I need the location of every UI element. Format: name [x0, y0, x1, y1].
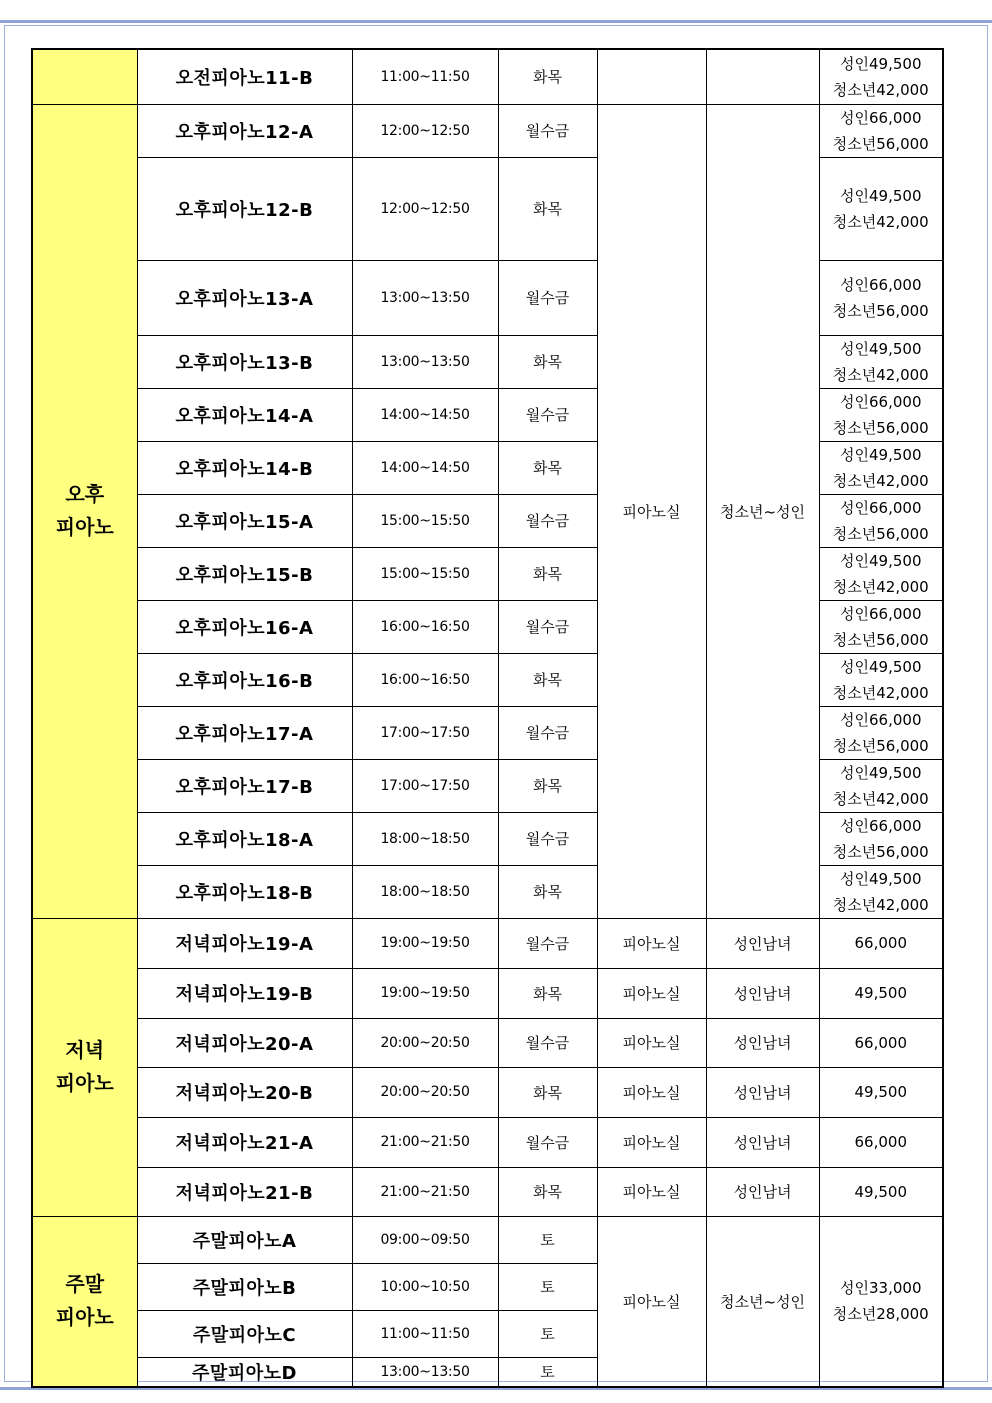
fee-youth: 청소년56,000	[832, 418, 929, 437]
class-fee	[819, 759, 943, 812]
fee-youth: 청소년56,000	[832, 842, 929, 861]
class-time: 20:00~20:50	[352, 1067, 498, 1117]
class-time: 10:00~10:50	[352, 1263, 498, 1310]
class-name: 오후피아노15-A	[137, 494, 352, 547]
class-time: 19:00~19:50	[352, 968, 498, 1018]
fee-adult: 성인66,000	[840, 816, 922, 835]
table-row	[32, 1067, 943, 1117]
class-time: 14:00~14:50	[352, 441, 498, 494]
class-time: 14:00~14:50	[352, 388, 498, 441]
class-fee	[819, 547, 943, 600]
fee-youth: 청소년42,000	[832, 365, 929, 384]
class-time: 15:00~15:50	[352, 494, 498, 547]
class-name: 오후피아노17-B	[137, 759, 352, 812]
class-time: 13:00~13:50	[352, 335, 498, 388]
target-afternoon: 청소년~성인	[706, 104, 819, 918]
target-weekend: 청소년~성인	[706, 1216, 819, 1387]
class-name: 저녁피아노21-A	[137, 1117, 352, 1167]
fee-youth: 청소년42,000	[832, 471, 929, 490]
class-days: 화목	[498, 335, 597, 388]
class-time: 17:00~17:50	[352, 759, 498, 812]
fee-youth: 청소년56,000	[832, 630, 929, 649]
fee-adult: 성인66,000	[840, 710, 922, 729]
class-name: 오후피아노14-B	[137, 441, 352, 494]
class-days: 화목	[498, 441, 597, 494]
class-fee	[819, 335, 943, 388]
class-days: 토	[498, 1216, 597, 1263]
class-days: 월수금	[498, 260, 597, 335]
class-days: 월수금	[498, 1117, 597, 1167]
class-days: 화목	[498, 759, 597, 812]
class-name: 오후피아노17-A	[137, 706, 352, 759]
table-row	[32, 1167, 943, 1216]
fee-weekend	[819, 1216, 943, 1387]
class-fee	[819, 600, 943, 653]
class-fee	[819, 157, 943, 260]
class-room: 피아노실	[597, 1117, 706, 1167]
class-days: 화목	[498, 1167, 597, 1216]
fee-youth: 청소년56,000	[832, 524, 929, 543]
class-days: 화목	[498, 653, 597, 706]
class-name: 주말피아노C	[137, 1310, 352, 1357]
class-name: 오후피아노16-A	[137, 600, 352, 653]
class-fee	[819, 653, 943, 706]
fee-adult: 성인33,000	[840, 1279, 922, 1298]
class-fee: 66,000	[819, 1018, 943, 1067]
class-fee: 49,500	[819, 1067, 943, 1117]
class-time: 20:00~20:50	[352, 1018, 498, 1067]
table-row	[32, 1117, 943, 1167]
table-row	[32, 49, 943, 104]
table-row	[32, 104, 943, 157]
fee-youth: 청소년42,000	[832, 212, 929, 231]
fee-adult: 성인49,500	[840, 445, 922, 464]
fee-adult: 성인66,000	[840, 108, 922, 127]
class-room: 피아노실	[597, 1167, 706, 1216]
fee-adult: 성인66,000	[840, 498, 922, 517]
class-days: 월수금	[498, 494, 597, 547]
class-name: 오후피아노13-A	[137, 260, 352, 335]
class-target: 성인남녀	[706, 1018, 819, 1067]
fee-adult: 성인49,500	[840, 186, 922, 205]
class-room: 피아노실	[597, 918, 706, 968]
class-time: 18:00~18:50	[352, 812, 498, 865]
fee-youth: 청소년28,000	[832, 1305, 929, 1324]
class-name: 저녁피아노20-B	[137, 1067, 352, 1117]
group-cell-morning	[32, 49, 137, 104]
class-name: 오후피아노12-B	[137, 157, 352, 260]
class-target: 성인남녀	[706, 918, 819, 968]
class-name: 오후피아노12-A	[137, 104, 352, 157]
class-name: 오후피아노15-B	[137, 547, 352, 600]
class-days: 토	[498, 1357, 597, 1387]
group-label-afternoon: 오후 피아노	[32, 104, 137, 918]
class-target: 성인남녀	[706, 1067, 819, 1117]
table-row	[32, 1018, 943, 1067]
fee-adult: 성인66,000	[840, 604, 922, 623]
fee-adult: 성인49,500	[840, 551, 922, 570]
fee-youth: 청소년56,000	[832, 134, 929, 153]
class-fee	[819, 260, 943, 335]
class-time: 12:00~12:50	[352, 104, 498, 157]
class-fee	[819, 441, 943, 494]
class-time: 16:00~16:50	[352, 653, 498, 706]
class-days: 토	[498, 1310, 597, 1357]
class-days: 화목	[498, 1067, 597, 1117]
class-days: 화목	[498, 968, 597, 1018]
class-time: 21:00~21:50	[352, 1167, 498, 1216]
class-name: 저녁피아노19-B	[137, 968, 352, 1018]
class-time: 09:00~09:50	[352, 1216, 498, 1263]
fee-youth: 청소년42,000	[832, 683, 929, 702]
class-time: 11:00~11:50	[352, 49, 498, 104]
room-afternoon: 피아노실	[597, 104, 706, 918]
class-days: 화목	[498, 49, 597, 104]
fee-youth: 청소년56,000	[832, 301, 929, 320]
group-label-weekend: 주말 피아노	[32, 1216, 137, 1387]
class-days: 월수금	[498, 812, 597, 865]
fee-adult: 성인66,000	[840, 392, 922, 411]
piano-schedule-table	[31, 48, 944, 1388]
table-row	[32, 968, 943, 1018]
class-time: 15:00~15:50	[352, 547, 498, 600]
class-fee: 66,000	[819, 918, 943, 968]
class-fee	[819, 494, 943, 547]
group-label-evening: 저녁 피아노	[32, 918, 137, 1216]
class-time: 12:00~12:50	[352, 157, 498, 260]
table-row	[32, 1216, 943, 1263]
fee-adult: 성인49,500	[840, 869, 922, 888]
class-room: 피아노실	[597, 968, 706, 1018]
class-fee	[819, 388, 943, 441]
fee-youth: 청소년42,000	[832, 577, 929, 596]
class-target: 성인남녀	[706, 1167, 819, 1216]
class-days: 화목	[498, 157, 597, 260]
class-fee: 49,500	[819, 968, 943, 1018]
class-target: 성인남녀	[706, 968, 819, 1018]
class-name: 주말피아노B	[137, 1263, 352, 1310]
class-days: 월수금	[498, 918, 597, 968]
room-cell-empty	[597, 49, 706, 104]
class-days: 월수금	[498, 600, 597, 653]
fee-youth: 청소년42,000	[832, 789, 929, 808]
class-days: 화목	[498, 865, 597, 918]
class-days: 토	[498, 1263, 597, 1310]
class-name: 오후피아노16-B	[137, 653, 352, 706]
class-fee	[819, 812, 943, 865]
class-time: 13:00~13:50	[352, 1357, 498, 1387]
class-fee: 66,000	[819, 1117, 943, 1167]
class-time: 21:00~21:50	[352, 1117, 498, 1167]
class-fee: 49,500	[819, 1167, 943, 1216]
fee-adult: 성인49,500	[840, 657, 922, 676]
class-days: 화목	[498, 547, 597, 600]
class-days: 월수금	[498, 706, 597, 759]
class-room: 피아노실	[597, 1018, 706, 1067]
class-time: 16:00~16:50	[352, 600, 498, 653]
fee-adult: 성인66,000	[840, 275, 922, 294]
class-fee	[819, 865, 943, 918]
class-name: 오후피아노14-A	[137, 388, 352, 441]
class-name: 주말피아노D	[137, 1357, 352, 1387]
class-time: 13:00~13:50	[352, 260, 498, 335]
class-name: 오후피아노18-A	[137, 812, 352, 865]
fee-adult: 성인49,500	[840, 54, 922, 73]
class-room: 피아노실	[597, 1067, 706, 1117]
fee-adult: 성인49,500	[840, 339, 922, 358]
class-target: 성인남녀	[706, 1117, 819, 1167]
class-name: 주말피아노A	[137, 1216, 352, 1263]
class-fee	[819, 104, 943, 157]
class-fee	[819, 49, 943, 104]
class-days: 월수금	[498, 1018, 597, 1067]
room-weekend: 피아노실	[597, 1216, 706, 1387]
class-name: 저녁피아노20-A	[137, 1018, 352, 1067]
fee-youth: 청소년42,000	[832, 80, 929, 99]
class-name: 저녁피아노21-B	[137, 1167, 352, 1216]
class-name: 저녁피아노19-A	[137, 918, 352, 968]
table-row	[32, 918, 943, 968]
class-name: 오후피아노18-B	[137, 865, 352, 918]
class-name: 오전피아노11-B	[137, 49, 352, 104]
class-days: 월수금	[498, 104, 597, 157]
class-fee	[819, 706, 943, 759]
fee-adult: 성인49,500	[840, 763, 922, 782]
class-time: 17:00~17:50	[352, 706, 498, 759]
class-days: 월수금	[498, 388, 597, 441]
class-name: 오후피아노13-B	[137, 335, 352, 388]
class-time: 18:00~18:50	[352, 865, 498, 918]
fee-youth: 청소년42,000	[832, 895, 929, 914]
fee-youth: 청소년56,000	[832, 736, 929, 755]
target-cell-empty	[706, 49, 819, 104]
class-time: 11:00~11:50	[352, 1310, 498, 1357]
class-time: 19:00~19:50	[352, 918, 498, 968]
